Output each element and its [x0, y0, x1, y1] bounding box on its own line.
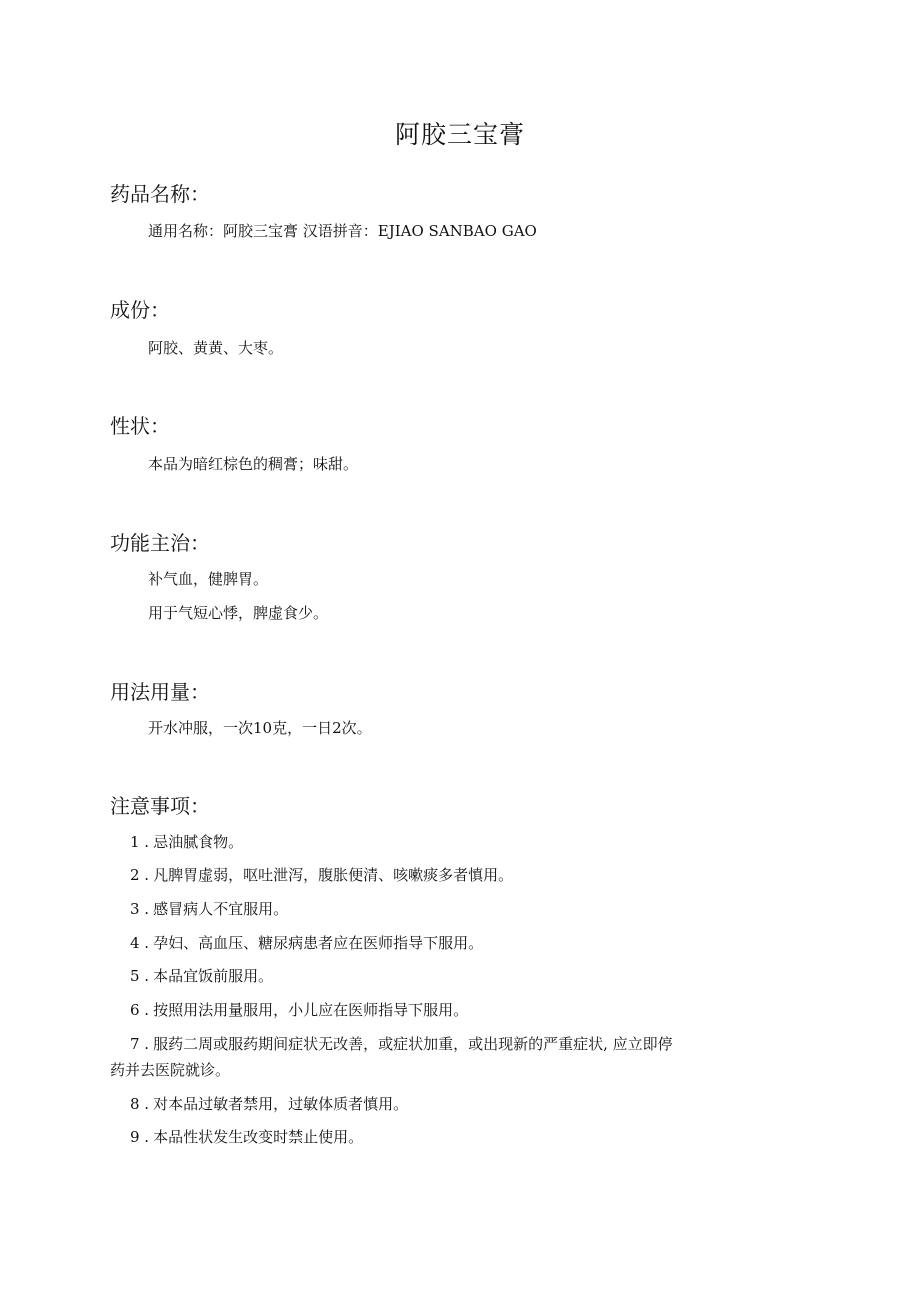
precaution-text: 忌油腻食物。: [153, 833, 244, 851]
precaution-item: [130, 831, 740, 853]
precaution-text-continued: 药并去医院就诊。: [110, 1061, 231, 1079]
precaution-number: 7 .: [130, 1035, 150, 1053]
functions-line-2: 用于气短心悸，脾虚食少。: [148, 604, 329, 622]
section-heading-properties: 性状：: [110, 414, 170, 438]
section-heading-functions: 功能主治：: [110, 531, 210, 555]
precaution-item: [130, 965, 740, 987]
document-title: 阿胶三宝膏: [394, 120, 525, 149]
section-heading-drug-name: 药品名称：: [110, 182, 210, 206]
precaution-text: 按照用法用量服用，小儿应在医师指导下服用。: [153, 1001, 469, 1019]
precaution-text: 本品宜饭前服用。: [153, 967, 274, 985]
functions-line-1: 补气血，健脾胃。: [148, 570, 269, 588]
precaution-number: 5 .: [130, 967, 150, 985]
precaution-item: [130, 932, 740, 954]
precaution-item: [130, 898, 740, 920]
section-heading-precautions: 注意事项：: [110, 794, 210, 818]
precaution-item: [130, 1033, 770, 1055]
precaution-item: [130, 1126, 740, 1148]
precaution-number: 6 .: [130, 1001, 150, 1019]
properties-line: 本品为暗红棕色的稠膏；味甜。: [148, 455, 359, 473]
usage-line: 开水冲服，一次10克，一日2次。: [148, 719, 372, 737]
precaution-number: 3 .: [130, 900, 150, 918]
precaution-item: [130, 1093, 740, 1115]
section-heading-ingredients: 成份：: [110, 298, 170, 322]
precaution-text: 服药二周或服药期间症状无改善，或症状加重，或出现新的严重症状, 应立即停: [153, 1035, 673, 1053]
precaution-number: 9 .: [130, 1128, 150, 1146]
precaution-text: 感冒病人不宜服用。: [153, 900, 289, 918]
precaution-text: 孕妇、高血压、糖尿病患者应在医师指导下服用。: [153, 934, 484, 952]
precaution-text: 本品性状发生改变时禁止使用。: [153, 1128, 364, 1146]
ingredients-line: 阿胶、黄黄、大枣。: [148, 339, 284, 357]
precaution-item: [130, 864, 740, 886]
section-heading-usage: 用法用量：: [110, 680, 210, 704]
precaution-item: [130, 999, 740, 1021]
precaution-number: 4 .: [130, 934, 150, 952]
precaution-number: 2 .: [130, 866, 150, 884]
precaution-text: 凡脾胃虚弱，呕吐泄泻，腹胀便清、咳嗽痰多者慎用。: [153, 866, 514, 884]
precaution-number: 1 .: [130, 833, 150, 851]
precaution-number: 8 .: [130, 1095, 150, 1113]
precaution-text: 对本品过敏者禁用，过敏体质者慎用。: [153, 1095, 409, 1113]
drug-name-line: 通用名称：阿胶三宝膏 汉语拼音：EJIAO SANBAO GAO: [148, 222, 537, 240]
